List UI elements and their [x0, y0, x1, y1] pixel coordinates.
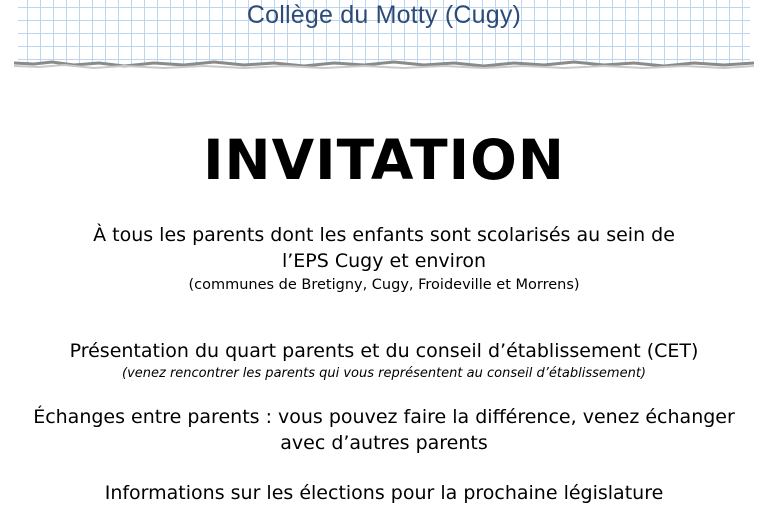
audience-line-2: l’EPS Cugy et environ	[281, 250, 487, 272]
elections-text: Informations sur les élections pour la prochaine législature	[104, 482, 664, 504]
audience-section	[30, 222, 738, 296]
elections-section	[30, 480, 738, 506]
audience-line-1: À tous les parents dont les enfants sont scolarisés au sein de	[93, 224, 675, 246]
torn-paper-edge	[14, 54, 754, 76]
communes-note: (communes de Bretigny, Cugy, Froideville et Morrens)	[188, 277, 580, 293]
exchange-section	[30, 404, 738, 456]
invitation-title: INVITATION	[203, 128, 565, 192]
school-name: Collège du Motty (Cugy)	[246, 1, 522, 29]
presentation-section	[30, 338, 738, 384]
exchange-line-1: Échanges entre parents : vous pouvez faire la différence, venez échanger	[33, 406, 735, 428]
exchange-line-2: avec d’autres parents	[280, 432, 488, 454]
presentation-note: (venez rencontrer les parents qui vous représentent au conseil d’établissement)	[122, 366, 646, 381]
presentation-text: Présentation du quart parents et du conseil d’établissement (CET)	[69, 340, 699, 362]
